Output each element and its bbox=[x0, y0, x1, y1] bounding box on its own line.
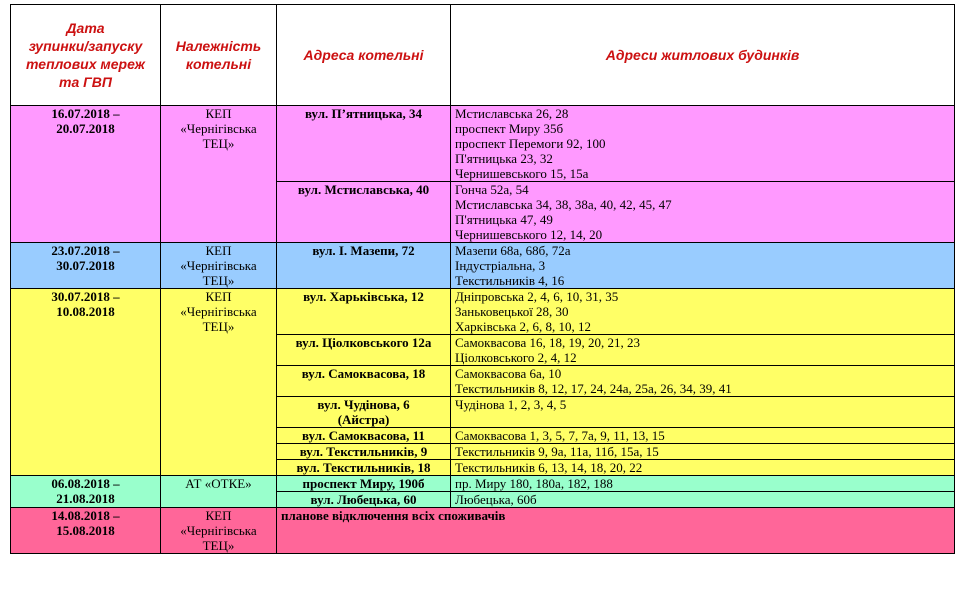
boiler-address: вул. Текстильників, 18 bbox=[277, 460, 451, 476]
house-addresses: Самокваcова 16, 18, 19, 20, 21, 23 Ціолковського 2, 4, 12 bbox=[451, 335, 955, 366]
house-addresses: Текстильників 9, 9а, 11а, 11б, 15а, 15 bbox=[451, 444, 955, 460]
period-date: 23.07.2018 – 30.07.2018 bbox=[11, 243, 161, 289]
table-row bbox=[11, 476, 955, 492]
header-house-addresses: Адреси житлових будинків bbox=[451, 5, 955, 106]
house-addresses: пр. Миру 180, 180а, 182, 188 bbox=[451, 476, 955, 492]
period-date: 06.08.2018 – 21.08.2018 bbox=[11, 476, 161, 508]
table-row bbox=[11, 106, 955, 182]
boiler-address: вул. Мстиславська, 40 bbox=[277, 182, 451, 243]
house-addresses: Любецька, 60б bbox=[451, 492, 955, 508]
heating-shutdown-schedule-table bbox=[10, 4, 955, 554]
boiler-owner: АТ «ОТКЕ» bbox=[161, 476, 277, 508]
boiler-address: проспект Миру, 190б bbox=[277, 476, 451, 492]
boiler-address: вул. Чудінова, 6 (Айстра) bbox=[277, 397, 451, 428]
house-addresses: Гонча 52а, 54 Мстиславська 34, 38, 38а, 40, 42, 45, 47 П'ятницька 47, 49 Чернишевського 12, 14, 20 bbox=[451, 182, 955, 243]
period-date: 14.08.2018 – 15.08.2018 bbox=[11, 508, 161, 554]
period-date: 16.07.2018 – 20.07.2018 bbox=[11, 106, 161, 243]
boiler-address: вул. Текстильників, 9 bbox=[277, 444, 451, 460]
header-owner: Належність котельні bbox=[161, 5, 277, 106]
header-date: Дата зупинки/запуску теплових мереж та ГВП bbox=[11, 5, 161, 106]
boiler-address: вул. І. Мазепи, 72 bbox=[277, 243, 451, 289]
house-addresses: Дніпровська 2, 4, 6, 10, 31, 35 Заньковецької 28, 30 Харківська 2, 6, 8, 10, 12 bbox=[451, 289, 955, 335]
house-addresses: Самокваcова 1, 3, 5, 7, 7а, 9, 11, 13, 15 bbox=[451, 428, 955, 444]
boiler-address: вул. Ціолковського 12а bbox=[277, 335, 451, 366]
house-addresses: Чудінова 1, 2, 3, 4, 5 bbox=[451, 397, 955, 428]
boiler-address: вул. Любецька, 60 bbox=[277, 492, 451, 508]
house-addresses: Мазепи 68а, 68б, 72а Індустріальна, 3 Текстильників 4, 16 bbox=[451, 243, 955, 289]
boiler-owner: КЕП «Чернігівська ТЕЦ» bbox=[161, 289, 277, 476]
house-addresses: Самокваcова 6а, 10 Текстильників 8, 12, 17, 24, 24а, 25а, 26, 34, 39, 41 bbox=[451, 366, 955, 397]
boiler-address: вул. Самокваcова, 18 bbox=[277, 366, 451, 397]
boiler-address: вул. Харьківська, 12 bbox=[277, 289, 451, 335]
table-row bbox=[11, 243, 955, 289]
header-row bbox=[11, 5, 955, 106]
boiler-owner: КЕП «Чернігівська ТЕЦ» bbox=[161, 508, 277, 554]
full-outage-note: планове відключення всіх споживачів bbox=[277, 508, 955, 554]
period-date: 30.07.2018 – 10.08.2018 bbox=[11, 289, 161, 476]
table-row bbox=[11, 289, 955, 335]
boiler-address: вул. Самокваcова, 11 bbox=[277, 428, 451, 444]
table-row bbox=[11, 508, 955, 554]
house-addresses: Мстиславська 26, 28 проспект Миру 35б проспект Перемоги 92, 100 П'ятницька 23, 32 Чернишевського 15, 15а bbox=[451, 106, 955, 182]
house-addresses: Текстильників 6, 13, 14, 18, 20, 22 bbox=[451, 460, 955, 476]
boiler-address: вул. П’ятницька, 34 bbox=[277, 106, 451, 182]
boiler-owner: КЕП «Чернігівська ТЕЦ» bbox=[161, 243, 277, 289]
header-boiler-address: Адреса котельні bbox=[277, 5, 451, 106]
boiler-owner: КЕП «Чернігівська ТЕЦ» bbox=[161, 106, 277, 243]
